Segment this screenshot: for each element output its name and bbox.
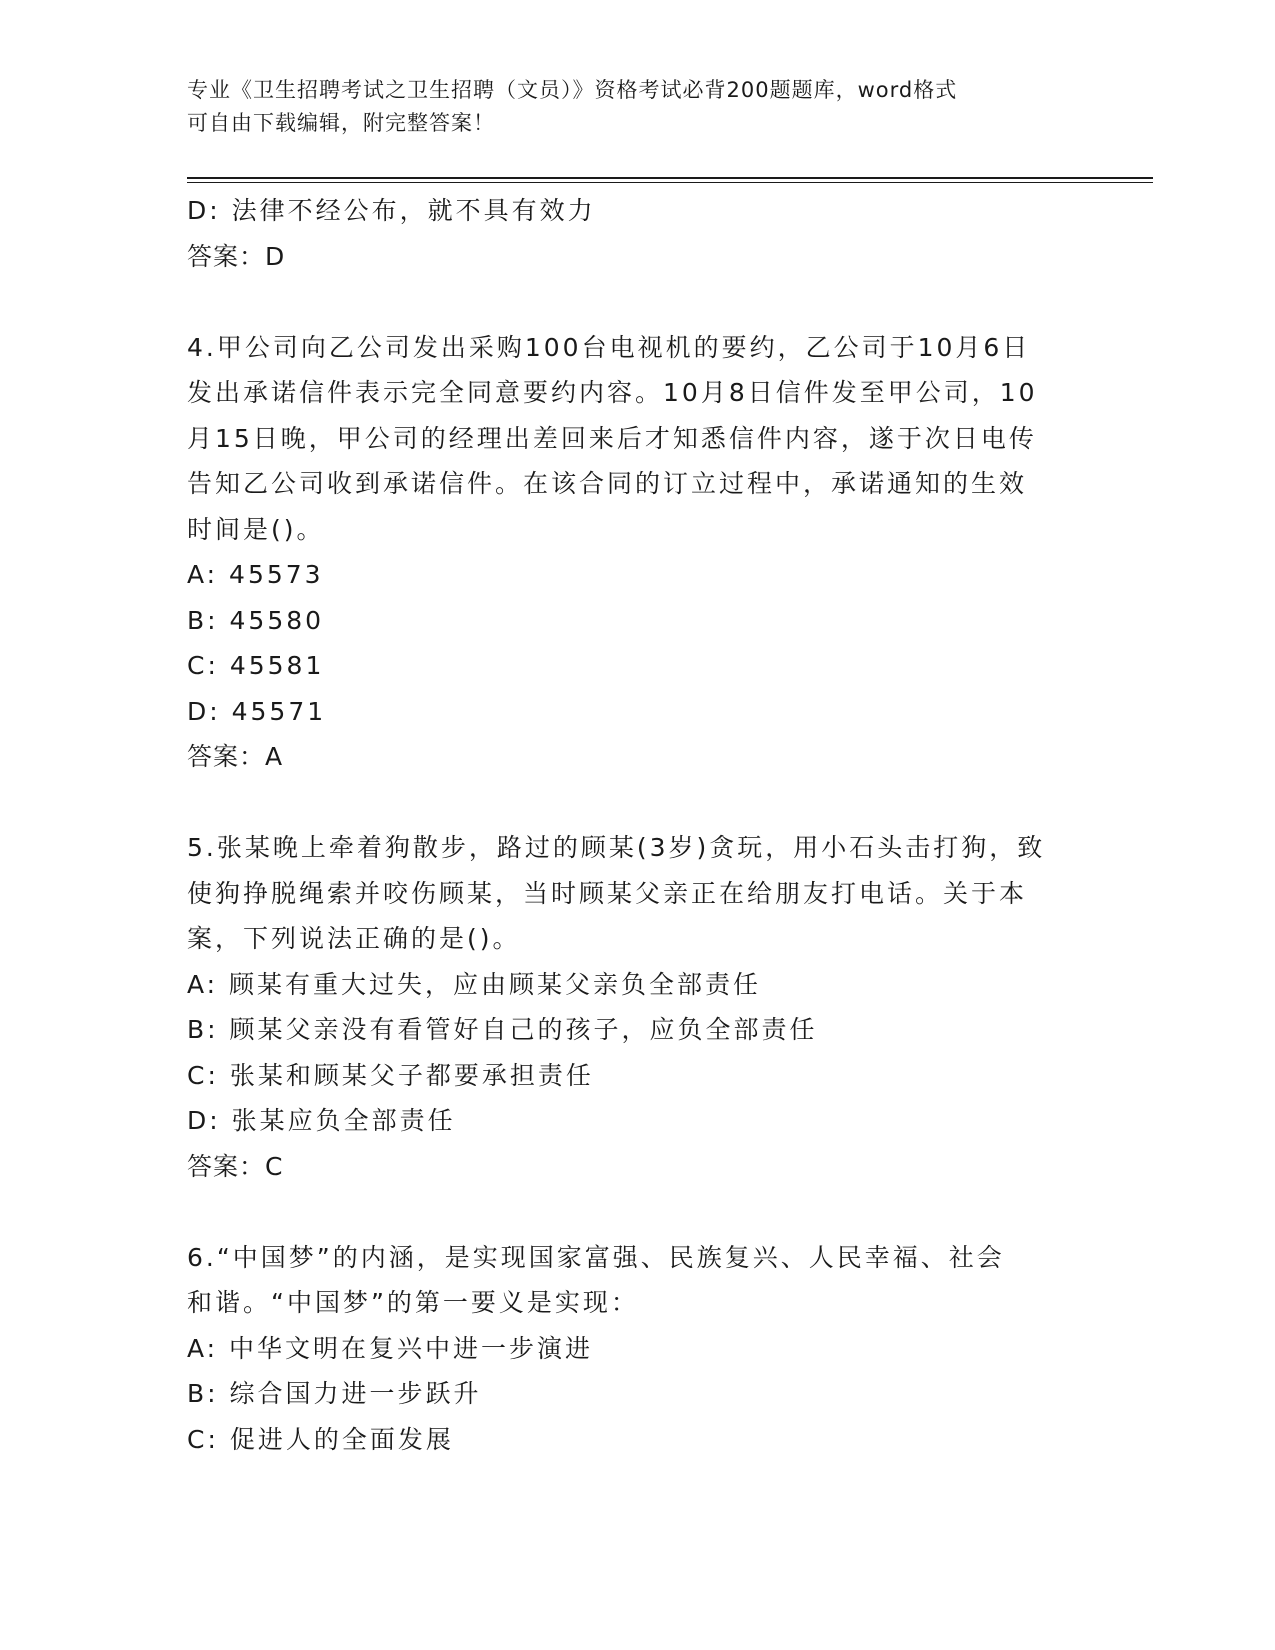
- spacer: [187, 780, 1087, 826]
- question-block-4: [187, 325, 1087, 780]
- question-stem-line: 告知乙公司收到承诺信件。在该合同的订立过程中，承诺通知的生效: [187, 469, 1028, 498]
- option-a: A: 中华文明在复兴中进一步演进: [187, 1333, 594, 1363]
- header-divider-thick: [187, 177, 1153, 179]
- option-a: A: 顾某有重大过失，应由顾某父亲负全部责任: [187, 969, 762, 999]
- question-stem-line: 4.甲公司向乙公司发出采购100台电视机的要约，乙公司于10月6日: [187, 332, 1031, 362]
- question-stem-line: 案，下列说法正确的是()。: [187, 924, 521, 953]
- question-block-5: [187, 825, 1087, 1189]
- answer-line: 答案：A: [187, 742, 284, 771]
- option-b: B: 45580: [187, 605, 325, 635]
- option-d: D: 法律不经公布，就不具有效力: [187, 196, 596, 225]
- question-stem-line: 5.张某晚上牵着狗散步，路过的顾某(3岁)贪玩，用小石头击打狗，致: [187, 833, 1046, 862]
- header-title-line-2: 可自由下载编辑，附完整答案！: [187, 111, 495, 135]
- option-d: D: 45571: [187, 696, 327, 726]
- question-stem-line: 发出承诺信件表示完全同意要约内容。10月8日信件发至甲公司，10: [187, 378, 1038, 407]
- spacer: [187, 279, 1087, 325]
- header-title-line-1: 专业《卫生招聘考试之卫生招聘（文员）》资格考试必背200题题库，word格式: [187, 78, 958, 102]
- question-stem-line: 时间是()。: [187, 514, 325, 544]
- question-stem-line: 和谐。“中国梦”的第一要义是实现：: [187, 1288, 639, 1317]
- option-b: B: 顾某父亲没有看管好自己的孩子，应负全部责任: [187, 1015, 818, 1044]
- question-stem-line: 6.“中国梦”的内涵，是实现国家富强、民族复兴、人民幸福、社会: [187, 1242, 1005, 1272]
- option-b: B: 综合国力进一步跃升: [187, 1379, 482, 1408]
- answer-line: 答案：C: [187, 1151, 284, 1181]
- answer-line: 答案：D: [187, 241, 286, 271]
- option-c: C: 张某和顾某父子都要承担责任: [187, 1060, 594, 1090]
- question-stem-line: 月15日晚，甲公司的经理出差回来后才知悉信件内容，遂于次日电传: [187, 423, 1037, 453]
- header-divider-thin: [187, 182, 1153, 183]
- document-header: [187, 74, 1087, 140]
- question-stem-line: 使狗挣脱绳索并咬伤顾某，当时顾某父亲正在给朋友打电话。关于本: [187, 878, 1028, 908]
- option-c: C: 45581: [187, 651, 325, 680]
- question-list: [187, 188, 1087, 1462]
- question-block-3-tail: [187, 188, 1087, 279]
- option-c: C: 促进人的全面发展: [187, 1424, 454, 1454]
- spacer: [187, 1189, 1087, 1235]
- question-block-6: [187, 1235, 1087, 1463]
- option-d: D: 张某应负全部责任: [187, 1106, 456, 1135]
- option-a: A: 45573: [187, 560, 324, 589]
